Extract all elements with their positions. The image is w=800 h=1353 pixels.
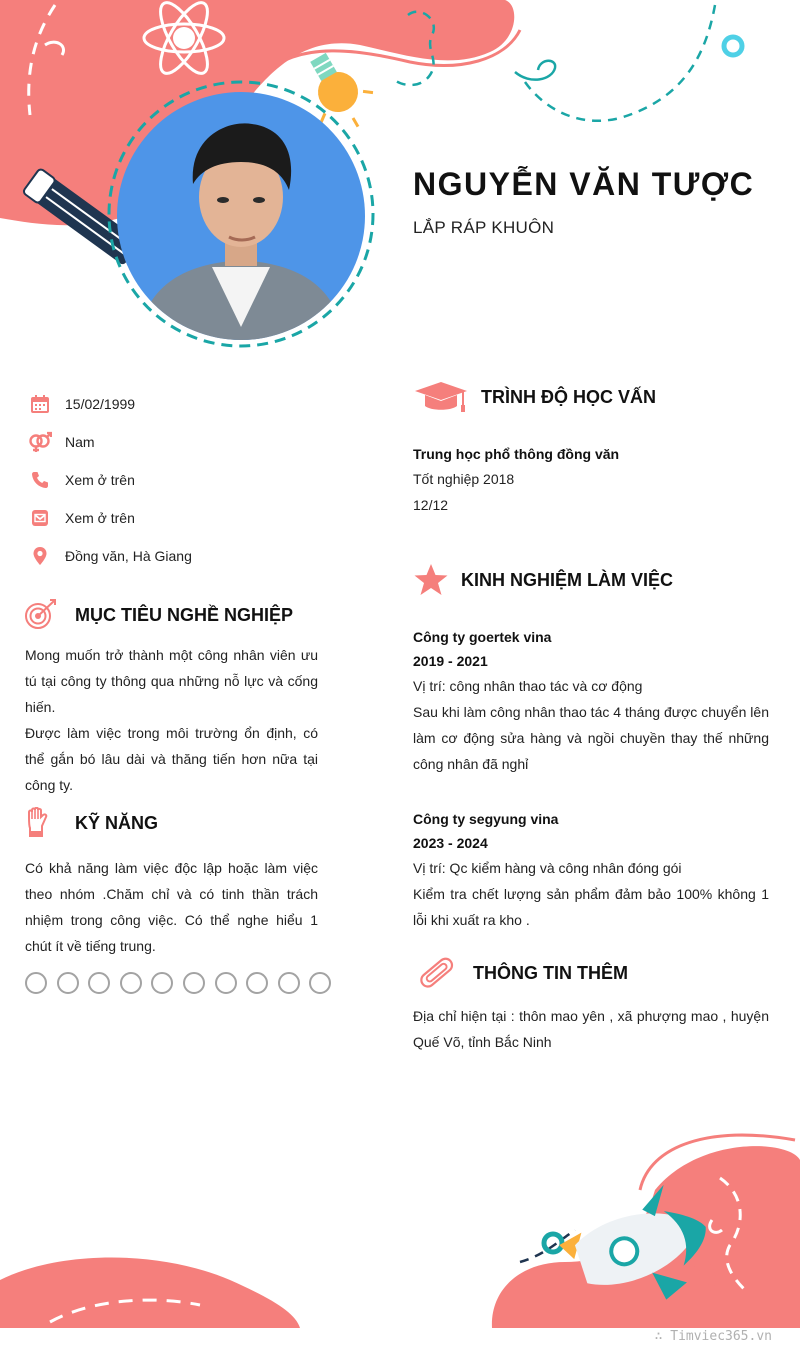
company-name: Công ty segyung vina bbox=[413, 811, 559, 827]
grade-level: 12/12 bbox=[413, 497, 449, 513]
rating-circle bbox=[151, 972, 173, 994]
experience-heading-text: KINH NGHIỆM LÀM VIỆC bbox=[461, 569, 674, 590]
contact-email-value: Xem ở trên bbox=[65, 510, 135, 526]
graduation-year: Tốt nghiệp 2018 bbox=[413, 471, 515, 487]
rating-circle bbox=[25, 972, 47, 994]
rating-circle bbox=[183, 972, 205, 994]
additional-info-text: Địa chỉ hiện tại : thôn mao yên , xã phượng mao , huyện Quế Võ, tỉnh Bắc Ninh bbox=[413, 1008, 769, 1050]
gender-icon bbox=[28, 430, 52, 454]
hand-icon bbox=[23, 806, 51, 840]
job-period: 2019 - 2021 bbox=[413, 653, 488, 669]
job-role: Vị trí: công nhân thao tác và cơ động bbox=[413, 678, 643, 694]
objective-heading bbox=[23, 597, 293, 633]
job-title: LẮP RÁP KHUÔN bbox=[413, 218, 555, 237]
additional-info-heading-text: THÔNG TIN THÊM bbox=[473, 962, 628, 983]
company-name: Công ty goertek vina bbox=[413, 629, 552, 645]
contact-phone bbox=[28, 461, 328, 499]
contact-address bbox=[28, 537, 328, 575]
skills-heading-text: KỸ NĂNG bbox=[75, 812, 159, 833]
objective-paragraph: Mong muốn trở thành một công nhân viên ưu tú tại công ty thông qua những nỗ lực và cống hiến. bbox=[25, 647, 318, 715]
job-role: Vị trí: Qc kiểm hàng và công nhân đóng gói bbox=[413, 860, 682, 876]
job-period: 2023 - 2024 bbox=[413, 835, 488, 851]
education-heading-text: TRÌNH ĐỘ HỌC VẤN bbox=[481, 386, 656, 407]
objective-paragraph: Được làm việc trong môi trường ổn định, có thể gắn bó lâu dài và thăng tiến hơn nữa tại công ty. bbox=[25, 725, 318, 793]
skills-heading bbox=[23, 806, 158, 840]
rating-circle bbox=[88, 972, 110, 994]
phone-icon bbox=[28, 468, 52, 492]
skills-text: Có khả năng làm việc độc lập hoặc làm việc theo nhóm .Chăm chỉ và có tinh thần trách nhiệm trong công việc. Có thể nghe hiểu 1 chút ít về tiếng trung. bbox=[25, 860, 318, 954]
rating-circle bbox=[215, 972, 237, 994]
rating-circle bbox=[278, 972, 300, 994]
bottom-left-blob bbox=[0, 1258, 300, 1329]
objective-text bbox=[25, 642, 318, 798]
candidate-name: NGUYỄN VĂN TƯỢC bbox=[413, 166, 755, 202]
rating-circle bbox=[309, 972, 331, 994]
rating-circle bbox=[57, 972, 79, 994]
objective-heading-text: MỤC TIÊU NGHỀ NGHIỆP bbox=[75, 604, 294, 625]
profile-photo bbox=[117, 92, 365, 340]
graduation-cap-icon bbox=[413, 380, 469, 414]
contact-address-value: Đồng văn, Hà Giang bbox=[65, 548, 192, 564]
job-description: Sau khi làm công nhân thao tác 4 tháng được chuyển lên làm cơ động sửa hàng và ngồi chuyền thay thế những công nhân đã nghỉ bbox=[413, 704, 769, 772]
paperclip-icon bbox=[415, 953, 459, 993]
experience-heading bbox=[413, 563, 673, 597]
education-heading bbox=[413, 380, 656, 414]
contact-birthday-value: 15/02/1999 bbox=[65, 396, 136, 412]
watermark: ∴ Timviec365.vn bbox=[654, 1329, 772, 1344]
job-description: Kiểm tra chết lượng sản phẩm đảm bảo 100% không 1 lỗi khi xuất ra kho . bbox=[413, 886, 769, 928]
contact-email bbox=[28, 499, 328, 537]
contact-list bbox=[28, 385, 328, 575]
location-pin-icon bbox=[28, 544, 52, 568]
skill-rating bbox=[25, 972, 341, 994]
contact-gender bbox=[28, 423, 328, 461]
education-entry bbox=[413, 442, 769, 518]
rating-circle bbox=[246, 972, 268, 994]
contact-birthday bbox=[28, 385, 328, 423]
contact-gender-value: Nam bbox=[65, 434, 95, 450]
rating-circle bbox=[120, 972, 142, 994]
star-icon bbox=[413, 563, 449, 597]
target-icon bbox=[23, 597, 59, 633]
contact-phone-value: Xem ở trên bbox=[65, 472, 135, 488]
teal-ring-decoration bbox=[724, 37, 742, 55]
job-entry bbox=[413, 807, 769, 933]
calendar-icon bbox=[28, 392, 52, 416]
additional-info-heading bbox=[415, 953, 628, 993]
email-icon bbox=[28, 506, 52, 530]
job-entry bbox=[413, 625, 769, 777]
school-name: Trung học phổ thông đồng văn bbox=[413, 446, 620, 462]
